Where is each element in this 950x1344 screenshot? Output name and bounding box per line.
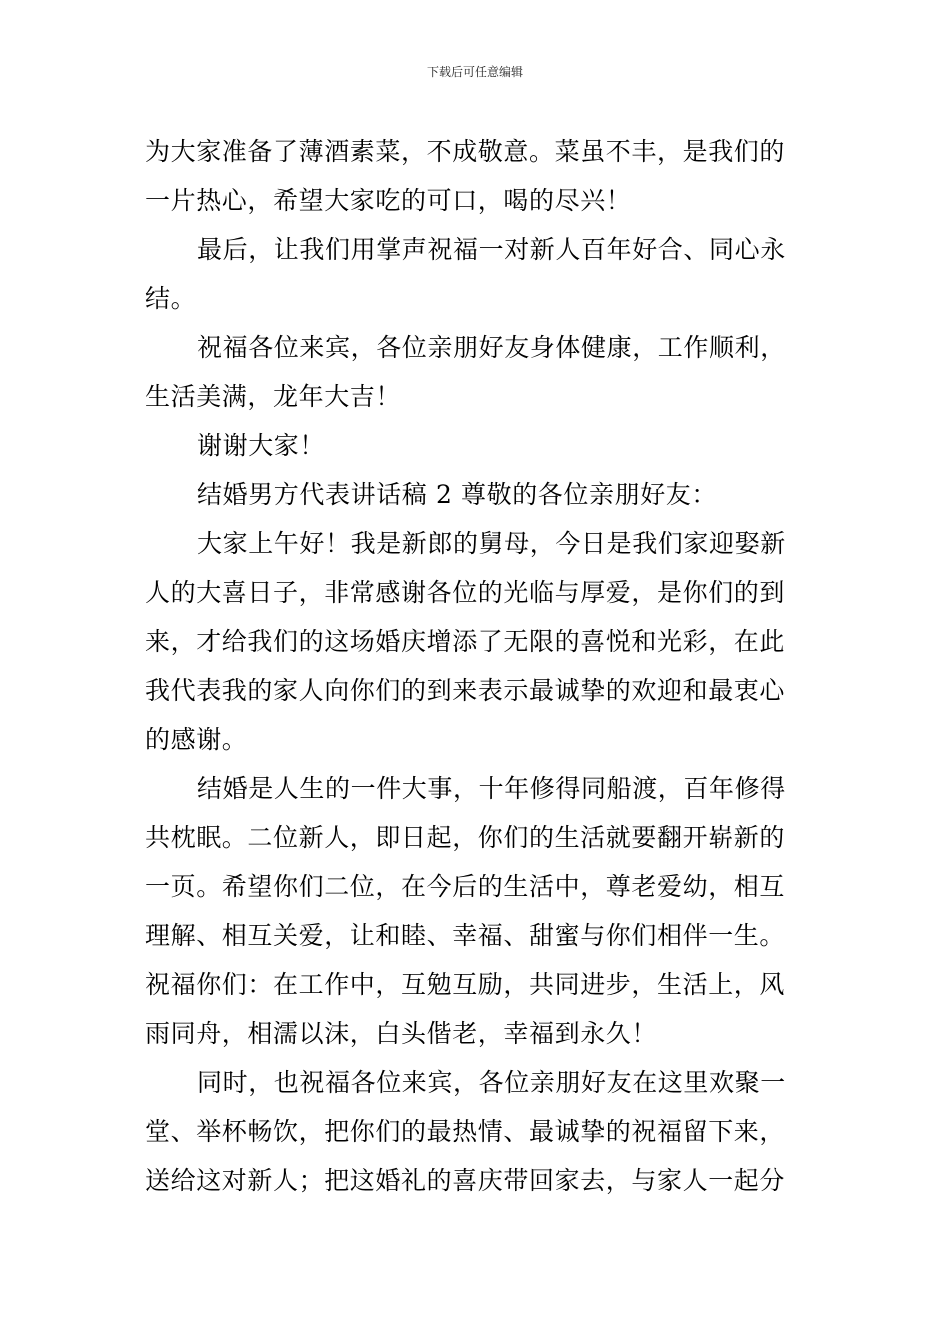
page-header: 下载后可任意编辑 [426, 65, 523, 79]
paragraph-line: 一片热心，希望大家吃的可口，喝的尽兴！ [145, 186, 632, 215]
paragraph-line: 祝福你们：在工作中，互勉互励，共同进步，生活上，风 [145, 970, 786, 999]
paragraph-line: 送给这对新人；把这婚礼的喜庆带回家去，与家人一起分 [145, 1166, 786, 1195]
paragraph-line: 共枕眠。二位新人，即日起，你们的生活就要翻开崭新的 [145, 823, 786, 852]
paragraph-line: 我代表我的家人向你们的到来表示最诚挚的欢迎和最衷心 [145, 676, 786, 705]
paragraph-line: 大家上午好！我是新郎的舅母，今日是我们家迎娶新 [197, 529, 786, 558]
paragraph-line: 结婚是人生的一件大事，十年修得同船渡，百年修得 [197, 774, 786, 803]
paragraph-line: 的感谢。 [145, 725, 248, 754]
document-body [145, 127, 807, 1205]
paragraph-line: 一页。希望你们二位，在今后的生活中，尊老爱幼，相互 [145, 872, 786, 901]
paragraph-line: 祝福各位来宾，各位亲朋好友身体健康，工作顺利， [197, 333, 786, 362]
paragraph-line: 最后，让我们用掌声祝福一对新人百年好合、同心永 [197, 235, 786, 264]
paragraph-line: 谢谢大家！ [197, 431, 326, 460]
paragraph-line: 来，才给我们的这场婚庆增添了无限的喜悦和光彩，在此 [145, 627, 786, 656]
paragraph-line: 同时，也祝福各位来宾，各位亲朋好友在这里欢聚一 [197, 1068, 786, 1097]
paragraph-line: 理解、相互关爱，让和睦、幸福、甜蜜与你们相伴一生。 [145, 921, 786, 950]
section-heading-line: 结婚男方代表讲话稿 2 尊敬的各位亲朋好友： [197, 480, 718, 509]
paragraph-line: 结。 [145, 284, 197, 313]
paragraph-line: 为大家准备了薄酒素菜，不成敬意。菜虽不丰，是我们的 [145, 137, 786, 166]
paragraph-line: 人的大喜日子，非常感谢各位的光临与厚爱，是你们的到 [145, 578, 786, 607]
paragraph-line: 生活美满，龙年大吉！ [145, 382, 402, 411]
paragraph-line: 堂、举杯畅饮，把你们的最热情、最诚挚的祝福留下来， [145, 1117, 786, 1146]
paragraph-line: 雨同舟，相濡以沫，白头偕老，幸福到永久！ [145, 1019, 658, 1048]
